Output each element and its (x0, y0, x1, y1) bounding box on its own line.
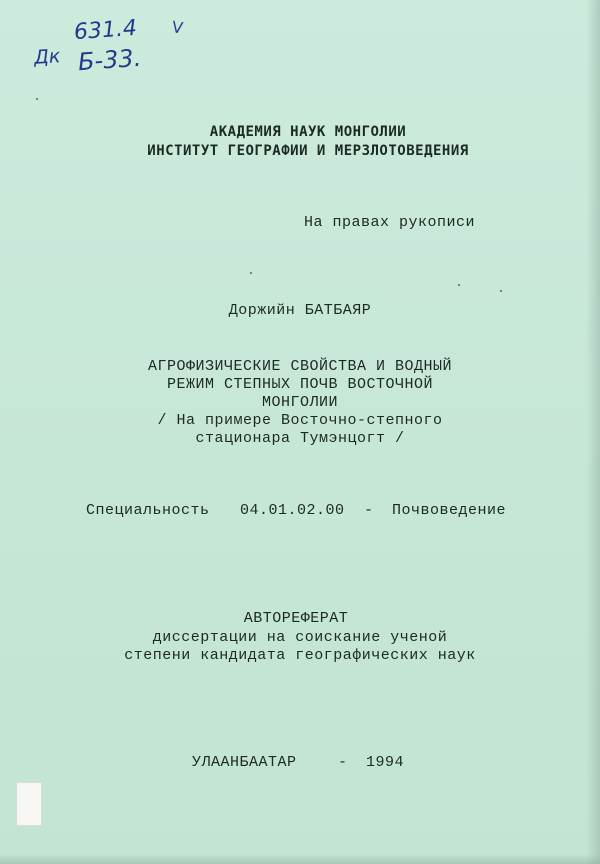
library-sticker (16, 782, 42, 826)
page-bottom-shadow (0, 854, 600, 864)
paper-speck (250, 272, 252, 274)
paper-speck (36, 98, 38, 100)
title-line-1: АГРОФИЗИЧЕСКИЕ СВОЙСТВА И ВОДНЫЙ (147, 358, 453, 375)
specialty-code: 04.01.02.00 (240, 502, 345, 519)
institute-name: ИНСТИТУТ ГЕОГРАФИИ И МЕРЗЛОТОВЕДЕНИЯ (147, 143, 469, 159)
shelfmark-number: 631.4 (73, 15, 138, 46)
title-line-2: РЕЖИМ СТЕПНЫХ ПОЧВ ВОСТОЧНОЙ (166, 376, 434, 393)
paper-speck (500, 290, 502, 292)
imprint-dash: - (338, 754, 348, 771)
title-line-3: МОНГОЛИИ (261, 394, 338, 411)
specialty-label: Специальность (86, 502, 210, 519)
abstract-line-2: степени кандидата географических наук (124, 647, 476, 664)
shelfmark-prefix: Дк (33, 45, 62, 69)
specialty-dash: - (364, 502, 374, 519)
paper-speck (458, 284, 460, 286)
shelfmark-code: Б-33. (77, 43, 143, 77)
author-name: Доржийн БАТБАЯР (228, 302, 372, 319)
imprint-city: УЛААНБААТАР (192, 754, 297, 771)
imprint-year: 1994 (366, 754, 405, 771)
subtitle-line-1: / На примере Восточно-степного (157, 412, 443, 429)
academy-name: АКАДЕМИЯ НАУК МОНГОЛИИ (209, 124, 407, 140)
subtitle-line-2: стационара Тумэнцогт / (195, 430, 405, 447)
manuscript-note: На правах рукописи (304, 214, 476, 231)
specialty-name: Почвоведение (392, 502, 507, 519)
abstract-line-1: диссертации на соискание ученой (152, 629, 448, 646)
check-mark: V (170, 17, 185, 38)
abstract-heading: АВТОРЕФЕРАТ (243, 610, 349, 627)
